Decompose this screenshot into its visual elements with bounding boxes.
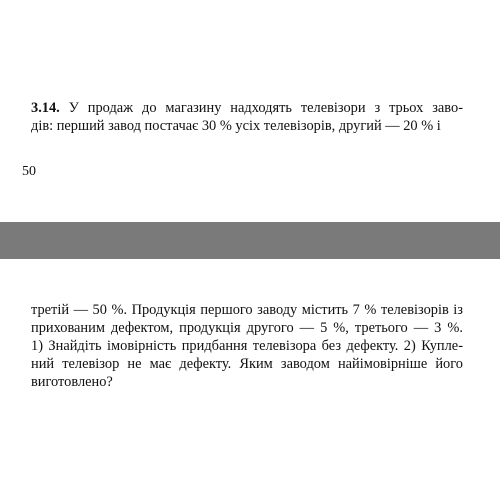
- text-line: ний телевізор не має дефекту. Яким заводом найімовірніше його: [31, 356, 463, 372]
- text-line: дів: перший завод постачає 30 % усіх телевізорів, другий — 20 % і: [31, 118, 441, 134]
- text-line: [31, 99, 463, 117]
- text-line: третій — 50 %. Продукція першого заводу містить 7 % телевізорів із: [31, 302, 463, 318]
- problem-number: 3.14.: [31, 100, 60, 116]
- text-line: прихованим дефектом, продукція другого — 5 %, третього — 3 %.: [31, 320, 463, 336]
- page-number: 50: [22, 164, 36, 179]
- text-line-content: У продаж до магазину надходять телевізори з трьох заво-: [68, 100, 463, 116]
- text-line: 1) Знайдіть імовірність придбання телевізора без дефекту. 2) Купле-: [31, 338, 463, 354]
- problem-text-top: [31, 99, 463, 135]
- text-line: виготовлено?: [31, 374, 113, 390]
- problem-text-bottom: [31, 301, 463, 391]
- page-gap-band: [0, 222, 500, 259]
